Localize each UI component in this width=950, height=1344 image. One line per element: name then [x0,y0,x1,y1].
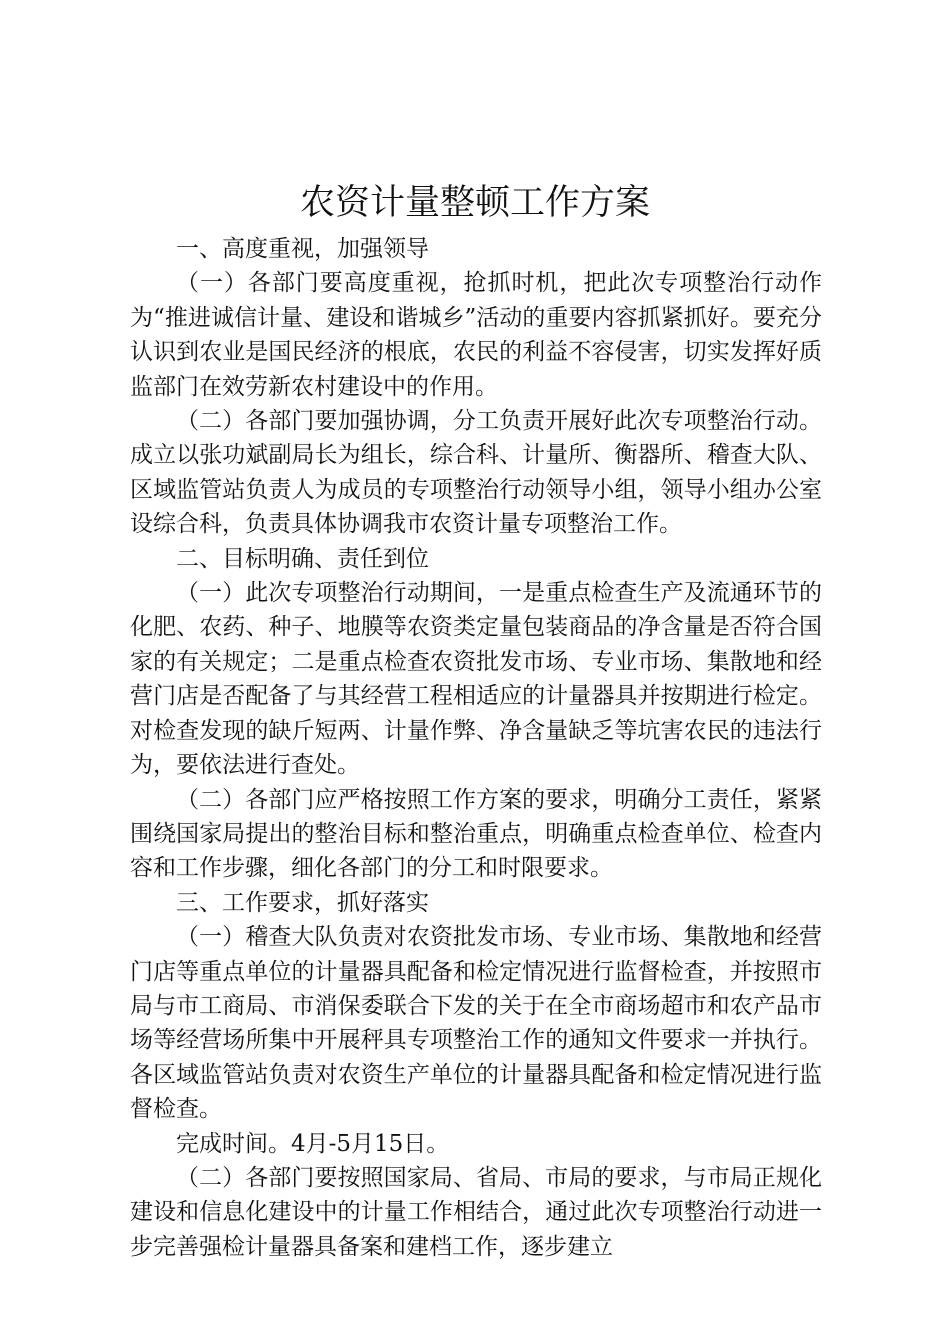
paragraph: （二）各部门要加强协调，分工负责开展好此次专项整治行动。成立以张功斌副局长为组长，综合科、计量所、衡器所、稽查大队、区域监管站负责人为成员的专项整治行动领导小组，领导小组办公室设综合科，负责具体协调我市农资计量专项整治工作。 [130,408,822,538]
section-heading-1: 一、高度重视，加强领导 [176,236,429,262]
paragraph: （一）此次专项整治行动期间，一是重点检查生产及流通环节的化肥、农药、种子、地膜等农资类定量包装商品的净含量是否符合国家的有关规定；二是重点检查农资批发市场、专业市场、集散地和经营门店是否配备了与其经营工程相适应的计量器具并按期进行检定。对检查发现的缺斤短两、计量作弊、净含量缺乏等坑害农民的违法行为，要依法进行查处。 [130,580,822,779]
document-title: 农资计量整顿工作方案 [299,183,650,223]
section-heading-3: 三、工作要求，抓好落实 [176,889,429,916]
paragraph: （二）各部门要按照国家局、省局、市局的要求，与市局正规化建设和信息化建设中的计量工作相结合，通过此次专项整治行动进一步完善强检计量器具备案和建档工作，逐步建立 [130,1164,822,1260]
paragraph: 完成时间。4月-5月15日。 [176,1130,450,1157]
paragraph: （一）稽查大队负责对农资批发市场、专业市场、集散地和经营门店等重点单位的计量器具配备和检定情况进行监督检查，并按照市局与市工商局、市消保委联合下发的关于在全市商场超市和农产品市场等经营场所集中开展秤具专项整治工作的通知文件要求一并执行。各区域监管站负责对农资生产单位的计量器具配备和检定情况进行监督检查。 [130,924,822,1123]
paragraph: （一）各部门要高度重视，抢抓时机，把此次专项整治行动作为“推进诚信计量、建设和谐城乡”活动的重要内容抓紧抓好。要充分认识到农业是国民经济的根底，农民的利益不容侵害，切实发挥好质监部门在效劳新农村建设中的作用。 [130,270,822,400]
paragraph: （二）各部门应严格按照工作方案的要求，明确分工责任，紧紧围绕国家局提出的整治目标和整治重点，明确重点检查单位、检查内容和工作步骤，细化各部门的分工和时限要求。 [130,786,822,882]
section-heading-2: 二、目标明确、责任到位 [176,545,429,572]
document-body [130,232,822,1264]
